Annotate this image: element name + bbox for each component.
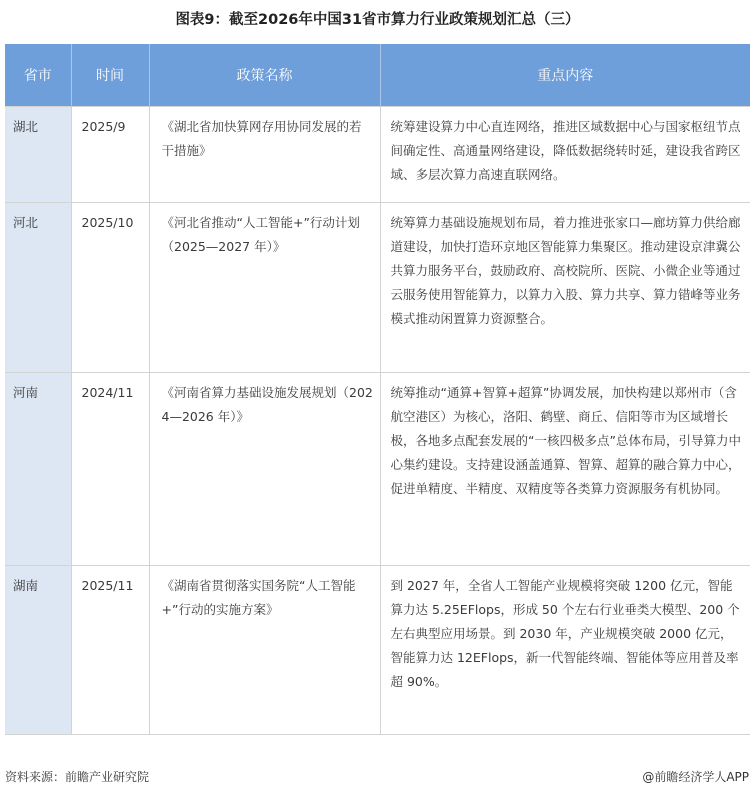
- header-province: 省市: [5, 44, 71, 107]
- policy-table: [5, 44, 750, 735]
- brand-credit: @前瞻经济学人APP: [642, 770, 749, 784]
- policy-name-cell: 《湖北省加快算网存用协同发展的若干措施》: [149, 107, 380, 203]
- policy-name-cell: 《河北省推动“人工智能+”行动计划（2025—2027 年）》: [149, 203, 380, 373]
- key-content-cell: 统筹算力基础设施规划布局，着力推进张家口—廊坊算力供给廊道建设，加快打造环京地区智能算力集聚区。推动建设京津冀公共算力服务平台，鼓励政府、高校院所、医院、小微企业等通过云服务使用智能算力，以算力入股、算力共享、算力错峰等业务模式推动闲置算力资源整合。: [380, 203, 750, 373]
- header-policy-name: 政策名称: [149, 44, 380, 107]
- time-cell: 2025/10: [71, 203, 149, 373]
- time-cell: 2025/11: [71, 566, 149, 735]
- header-time: 时间: [71, 44, 149, 107]
- policy-name-cell: 《河南省算力基础设施发展规划（2024—2026 年）》: [149, 373, 380, 566]
- province-cell: 河北: [5, 203, 71, 373]
- table-header-row: [5, 44, 750, 107]
- province-cell: 河南: [5, 373, 71, 566]
- key-content-cell: 统筹建设算力中心直连网络，推进区域数据中心与国家枢纽节点间确定性、高通量网络建设，降低数据绕转时延，建设我省跨区域、多层次算力高速直联网络。: [380, 107, 750, 203]
- table-row: [5, 373, 750, 566]
- table-row: [5, 203, 750, 373]
- key-content-cell: 统筹推动“通算+智算+超算”协调发展，加快构建以郑州市（含航空港区）为核心，洛阳、鹤壁、商丘、信阳等市为区域增长极，各地多点配套发展的“一核四极多点”总体布局，引导算力中心集约建设。支持建设涵盖通算、智算、超算的融合算力中心，促进单精度、半精度、双精度等各类算力资源服务有机协同。: [380, 373, 750, 566]
- policy-name-cell: 《湖南省贯彻落实国务院“人工智能+”行动的实施方案》: [149, 566, 380, 735]
- key-content-cell: 到 2027 年，全省人工智能产业规模将突破 1200 亿元，智能算力达 5.25EFlops，形成 50 个左右行业垂类大模型、200 个左右典型应用场景。到 2030 年，产业规模突破 2000 亿元，智能算力达 12EFlops，新一代智能终端、智能体等应用普及率超 90%。: [380, 566, 750, 735]
- time-cell: 2024/11: [71, 373, 149, 566]
- header-key-content: 重点内容: [380, 44, 750, 107]
- figure-title: 图表9：截至2026年中国31省市算力行业政策规划汇总（三）: [175, 12, 580, 28]
- table-row: [5, 566, 750, 735]
- province-cell: 湖南: [5, 566, 71, 735]
- table-row: [5, 107, 750, 203]
- province-cell: 湖北: [5, 107, 71, 203]
- source-note: 资料来源：前瞻产业研究院: [5, 770, 150, 784]
- time-cell: 2025/9: [71, 107, 149, 203]
